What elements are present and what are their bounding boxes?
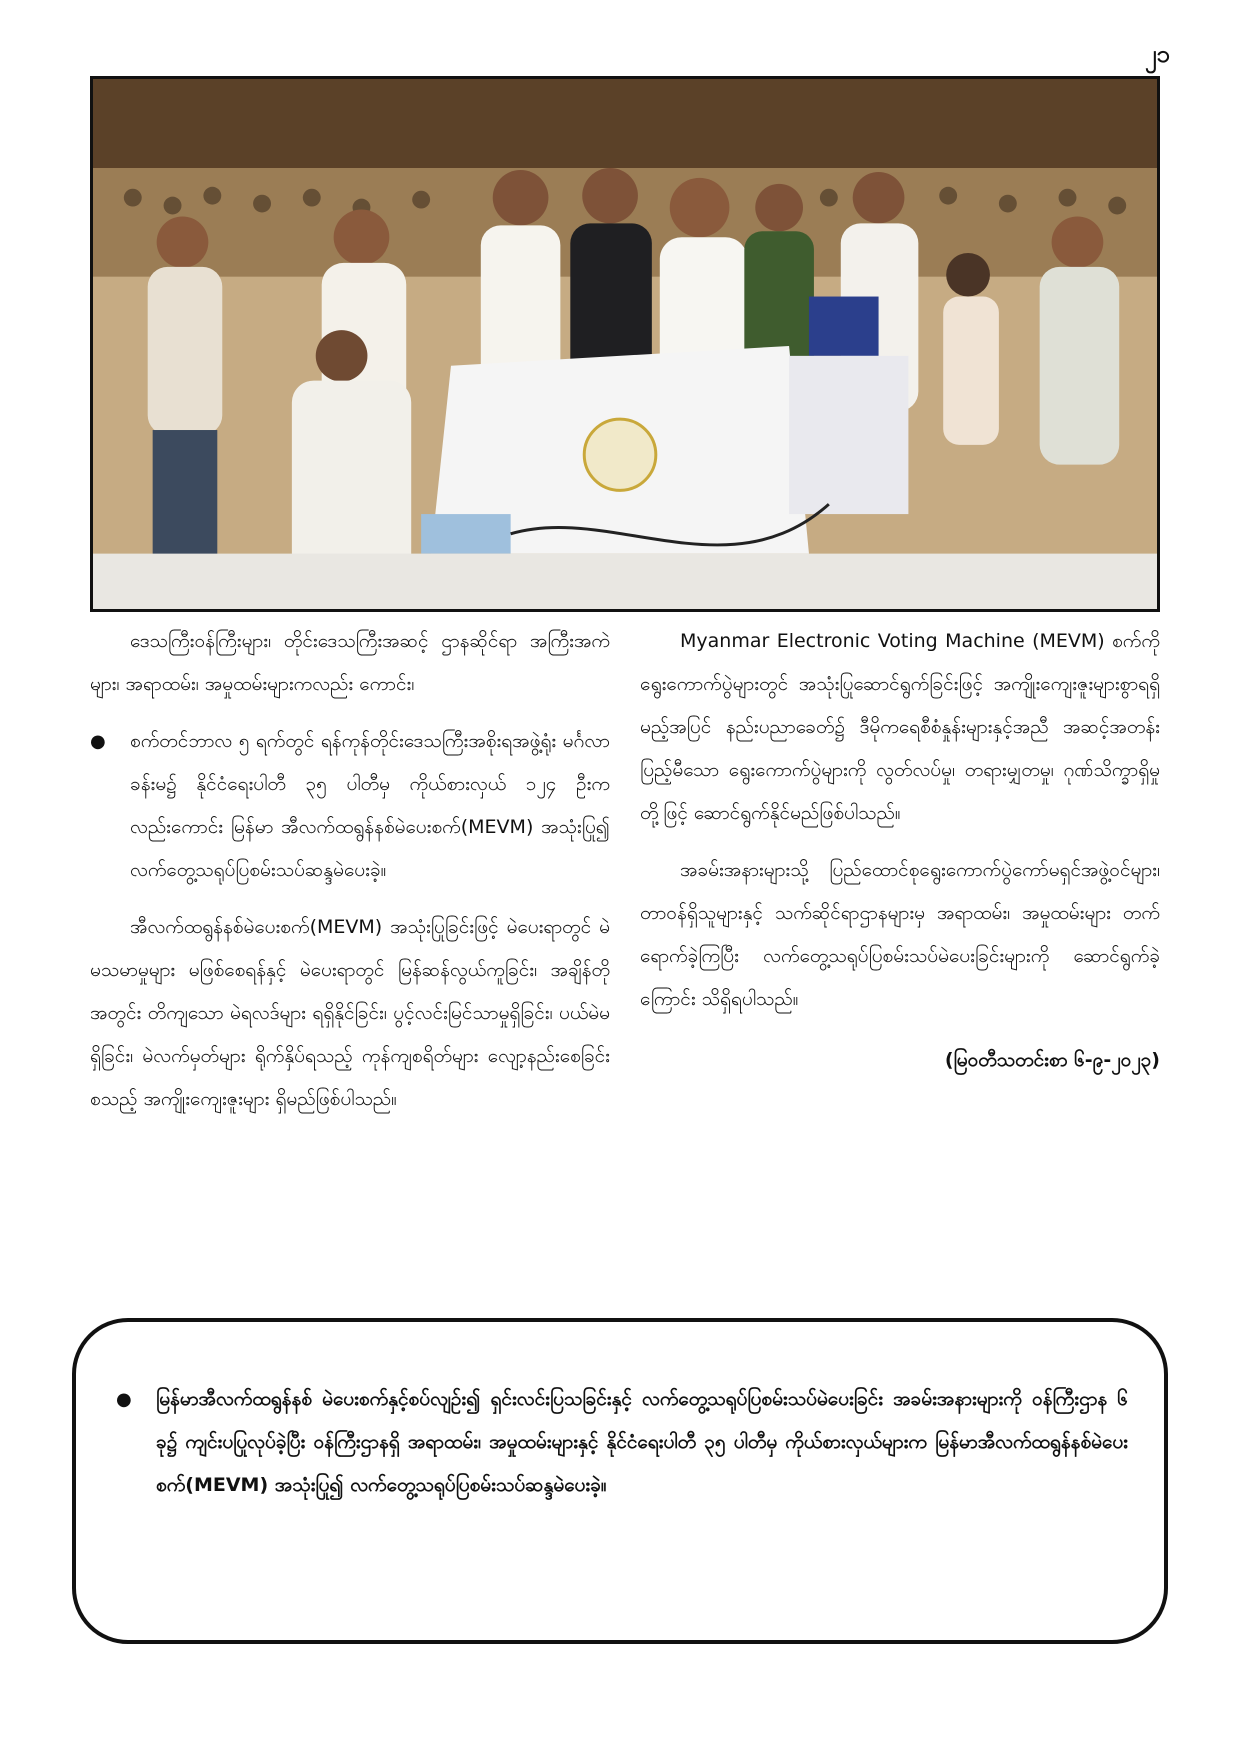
summary-bullet: ● မြန်မာအီလက်ထရွန်နစ် မဲပေးစက်နှင့်စပ်လျဉ်း၍ ရှင်းလင်းပြသခြင်းနှင့် လက်တွေ့သရုပ်ပြစမ်းသပ်မဲပေးခြင်း အခမ်းအနားများကို ဝန်ကြီးဌာန ၆ ခု၌ ကျင်းပပြုလုပ်ခဲ့ပြီး ဝန်ကြီးဌာနရှိ အရာထမ်း၊ အမှုထမ်းများနှင့် နိုင်ငံရေးပါတီ ၃၅ ပါတီမှ ကိုယ်စားလှယ်များက မြန်မာအီလက်ထရွန်နစ်မဲပေးစက်(MEVM) အသုံးပြု၍ လက်တွေ့သရုပ်ပြစမ်းသပ်ဆန္ဒမဲပေးခဲ့။: [116, 1378, 1128, 1507]
summary-box: [72, 1318, 1168, 1644]
ballot-box-stand: [789, 356, 908, 514]
display-table: [93, 554, 1157, 609]
voting-keypad: [421, 514, 510, 554]
article-body: [90, 620, 1160, 1300]
left-column: [90, 620, 610, 1135]
left-bullet-1: ● စက်တင်ဘာလ ၅ ရက်တွင် ရန်ကုန်တိုင်းဒေသကြီးအစိုးရအဖွဲ့ရုံး မင်္ဂလာခန်းမ၌ နိုင်ငံရေးပါတီ ၃၅ ပါတီမှ ကိုယ်စားလှယ် ၁၂၄ ဦးကလည်းကောင်း မြန်မာ အီလက်ထရွန်နစ်မဲပေးစက်(MEVM) အသုံးပြု၍ လက်တွေ့သရုပ်ပြစမ်းသပ်ဆန္ဒမဲပေးခဲ့။: [90, 720, 610, 892]
ballot-machine-unit: [809, 297, 879, 356]
photo-voting-machine-demonstration: [90, 76, 1160, 612]
right-column: [640, 620, 1160, 1082]
right-paragraph-1: Myanmar Electronic Voting Machine (MEVM) စက်ကို ရွေးကောက်ပွဲများတွင် အသုံးပြုဆောင်ရွက်ခြင်းဖြင့် အကျိုးကျေးဇူးများစွာရရှိမည့်အပြင် နည်းပညာခေတ်၌ ဒီမိုကရေစီစံနှုန်းများနှင့်အညီ အဆင့်အတန်းပြည့်မီသော ရွေးကောက်ပွဲများကို လွတ်လပ်မှု၊ တရားမျှတမှု၊ ဂုဏ်သိက္ခာရှိမှု တို့ဖြင့် ဆောင်ရွက်နိုင်မည်ဖြစ်ပါသည်။: [640, 630, 1160, 824]
right-paragraph-2: အခမ်းအနားများသို့ ပြည်ထောင်စုရွေးကောက်ပွဲကော်မရှင်အဖွဲ့ဝင်များ၊ တာဝန်ရှိသူများနှင့် သက်ဆိုင်ရာဌာနများမှ အရာထမ်း၊ အမှုထမ်းများ တက်ရောက်ခဲ့ကြပြီး လက်တွေ့သရုပ်ပြစမ်းသပ်မဲပေးခြင်းများကို ဆောင်ရွက်ခဲ့ကြောင်း သိရှိရပါသည်။: [640, 859, 1160, 1010]
hall-ceiling: [93, 79, 1157, 168]
election-commission-emblem: [584, 419, 656, 490]
left-paragraph-2: အီလက်ထရွန်နစ်မဲပေးစက်(MEVM) အသုံးပြုခြင်းဖြင့် မဲပေးရာတွင် မဲမသမာမှုများ မဖြစ်စေရန်နှင့် မဲပေးရာတွင် မြန်ဆန်လွယ်ကူခြင်း၊ အချိန်တိုအတွင်း တိကျသော မဲရလဒ်များ ရရှိနိုင်ခြင်း၊ ပွင့်လင်းမြင်သာမှုရှိခြင်း၊ ပယ်မဲမရှိခြင်း၊ မဲလက်မှတ်များ ရိုက်နှိပ်ရသည့် ကုန်ကျစရိတ်များ လျော့နည်းစေခြင်း စသည့် အကျိုးကျေးဇူးများ ရှိမည်ဖြစ်ပါသည်။: [90, 916, 610, 1110]
left-paragraph-1: ဒေသကြီးဝန်ကြီးများ၊ တိုင်းဒေသကြီးအဆင့် ဌာနဆိုင်ရာ အကြီးအကဲများ၊ အရာထမ်း၊ အမှုထမ်းများကလည်း ကောင်း၊: [90, 630, 610, 695]
news-source: (မြဝတီသတင်းစာ ၆-၉-၂၀၂၃): [944, 1049, 1160, 1071]
page-number: ၂၁: [1144, 40, 1170, 68]
photo-illustration: [93, 79, 1157, 609]
